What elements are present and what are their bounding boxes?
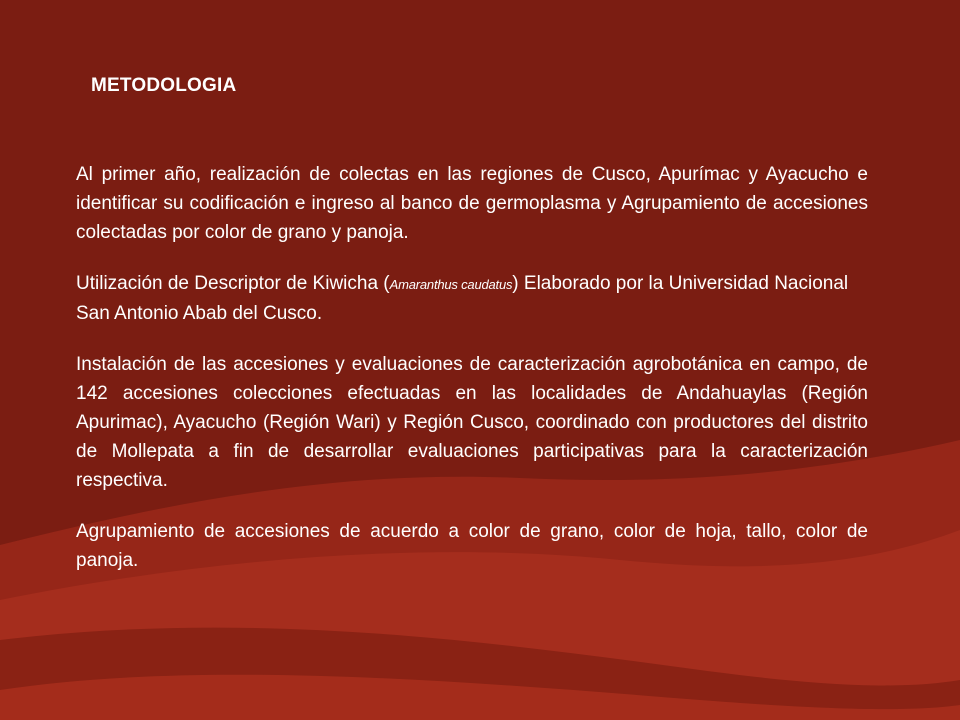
scientific-name: Amaranthus caudatus <box>389 277 513 292</box>
descriptor-text-before: Utilización de Descriptor de Kiwicha ( <box>76 273 390 294</box>
descriptor-text-after: ) Elaborado por la Universidad Nacional San Antonio Abab del Cusco. <box>76 273 849 324</box>
slide-body <box>76 160 868 597</box>
paragraph-descriptor <box>76 269 868 328</box>
paragraph-collections: Al primer año, realización de colectas en las regiones de Cusco, Apurímac y Ayacucho e identificar su codificación e ingreso al banco de germoplasma y Agrupamiento de accesiones colectadas por color de grano y panoja. <box>76 164 868 243</box>
slide-title: METODOLOGIA <box>91 75 237 96</box>
paragraph-grouping: Agrupamiento de accesiones de acuerdo a color de grano, color de hoja, tallo, color de panoja. <box>76 521 868 571</box>
paragraph-installation: Instalación de las accesiones y evaluaciones de caracterización agrobotánica en campo, de 142 accesiones colecciones efectuadas en las localidades de Andahuaylas (Región Apurimac), Ayacucho (Región Wari) y Región Cusco, coordinado con productores del distrito de Mollepata a fin de desarrollar evaluaciones participativas para la caracterización respectiva. <box>76 354 868 491</box>
